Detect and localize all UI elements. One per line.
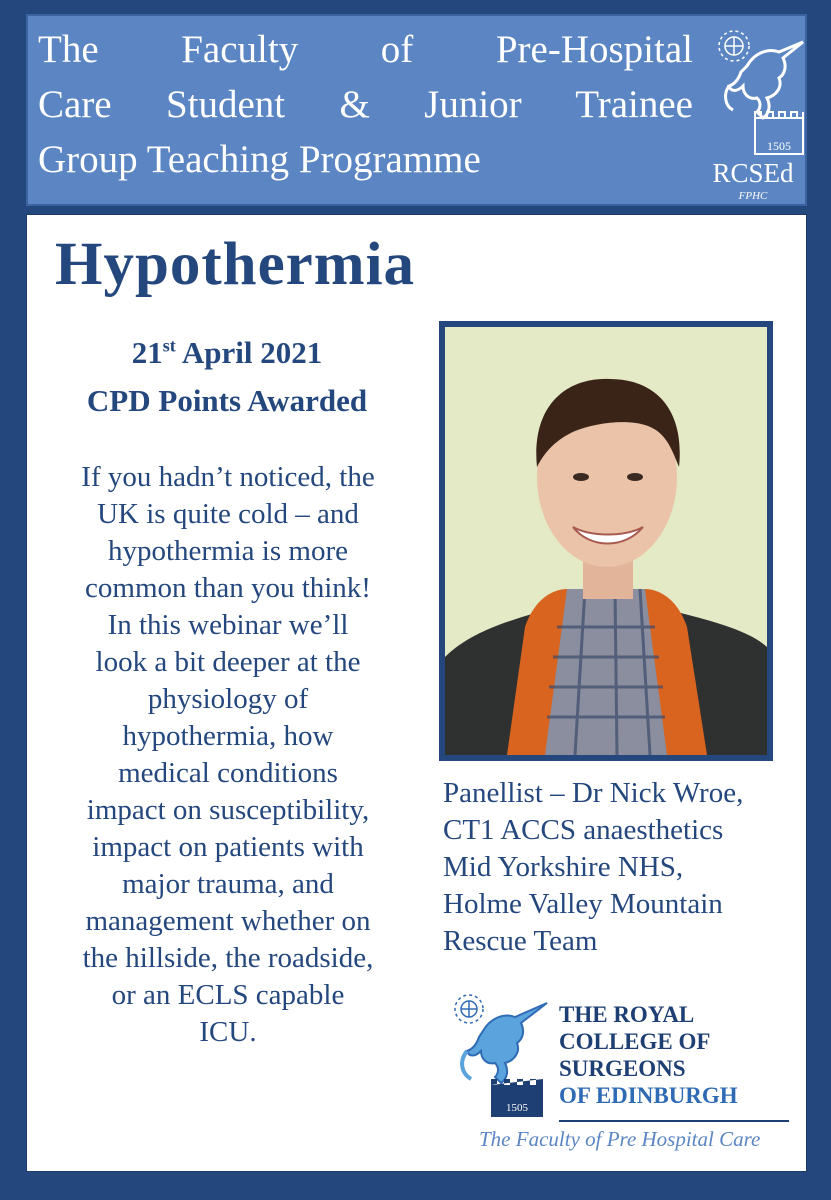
panellist-line: Rescue Team bbox=[443, 925, 598, 957]
svg-text:1505: 1505 bbox=[767, 139, 791, 153]
sun-emblem-icon bbox=[455, 995, 483, 1023]
description-line: ICU. bbox=[199, 1016, 257, 1048]
header-banner bbox=[26, 14, 807, 206]
panellist-line: Holme Valley Mountain bbox=[443, 888, 723, 920]
header-title-line-1: The Faculty of Pre-Hospital bbox=[38, 28, 693, 71]
rcsed-name-line: COLLEGE OF bbox=[559, 1029, 711, 1054]
logo-sub: FPHC bbox=[738, 190, 768, 202]
description-line: look a bit deeper at the bbox=[95, 646, 361, 678]
rcsed-name-line: OF EDINBURGH bbox=[559, 1083, 738, 1108]
panellist-line: Panellist – Dr Nick Wroe, bbox=[443, 777, 744, 809]
event-title: Hypothermia bbox=[55, 231, 416, 298]
description-line: management whether on bbox=[85, 905, 371, 937]
header-title-line-2: Care Student & Junior Trainee bbox=[38, 83, 693, 126]
description-line: or an ECLS capable bbox=[111, 979, 345, 1011]
description-line: physiology of bbox=[147, 683, 309, 715]
cpd-notice: CPD Points Awarded bbox=[86, 383, 368, 418]
description-line: major trauma, and bbox=[122, 868, 334, 900]
description-line: impact on susceptibility, bbox=[86, 794, 370, 826]
rcsed-name-line: THE ROYAL bbox=[559, 1002, 695, 1027]
unicorn-crest-icon bbox=[443, 987, 555, 1119]
rcsed-fphc-logo bbox=[699, 22, 807, 204]
unicorn-crest-icon bbox=[699, 22, 807, 158]
header-title-line-3: Group Teaching Programme bbox=[38, 138, 481, 181]
panellist-line: CT1 ACCS anaesthetics bbox=[443, 814, 724, 846]
rcsed-name-line: SURGEONS bbox=[559, 1056, 686, 1081]
description-line: hypothermia is more bbox=[107, 535, 348, 567]
description-line: In this webinar we’ll bbox=[107, 609, 349, 641]
description-line: If you hadn’t noticed, the bbox=[81, 461, 375, 493]
svg-text:1505: 1505 bbox=[506, 1102, 528, 1114]
logo-abbrev: RCSEd bbox=[712, 158, 794, 188]
description-line: the hillside, the roadside, bbox=[82, 942, 374, 974]
logo-divider bbox=[559, 1120, 789, 1122]
rcsed-faculty-logo bbox=[439, 987, 799, 1163]
description-line: impact on patients with bbox=[92, 831, 364, 863]
event-description bbox=[33, 459, 423, 1051]
panellist-photo-frame bbox=[439, 321, 773, 761]
panellist-photo bbox=[445, 327, 767, 755]
faculty-name: The Faculty of Pre Hospital Care bbox=[479, 1127, 761, 1151]
panellist-line: Mid Yorkshire NHS, bbox=[443, 851, 684, 883]
event-date: 21st April 2021 bbox=[131, 335, 323, 370]
rcsed-name bbox=[559, 1001, 799, 1109]
panellist-details bbox=[443, 775, 798, 960]
content-panel bbox=[26, 214, 807, 1172]
description-line: UK is quite cold – and bbox=[97, 498, 359, 530]
description-line: hypothermia, how bbox=[122, 720, 334, 752]
description-line: common than you think! bbox=[85, 572, 371, 604]
sun-emblem-icon bbox=[719, 31, 749, 61]
description-line: medical conditions bbox=[118, 757, 338, 789]
